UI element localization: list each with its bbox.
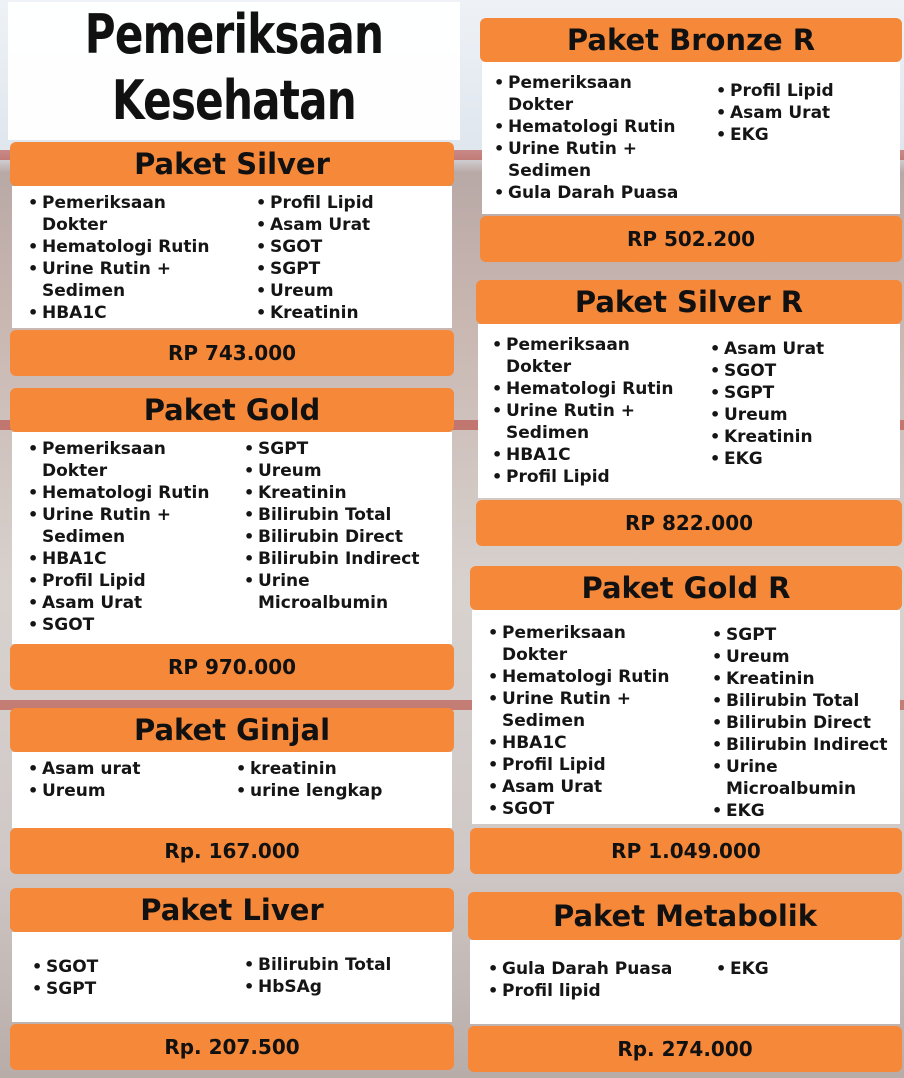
package-title: Paket Gold R: [470, 566, 902, 610]
test-item: • EKG: [710, 800, 887, 822]
test-item: • Kreatinin: [708, 426, 824, 448]
test-item: • Profil Lipid: [486, 754, 669, 776]
test-item: • HBA1C: [26, 302, 209, 324]
title-line-2: Kesehatan: [111, 69, 357, 132]
test-item: • Pemeriksaan Dokter: [492, 72, 678, 116]
price-bar: RP 743.000: [10, 330, 454, 376]
test-list-left: [26, 758, 140, 802]
price-bar: RP 502.200: [480, 216, 902, 262]
test-list-right: [254, 192, 374, 324]
test-item: • Profil Lipid: [714, 80, 834, 102]
test-item: • Hematologi Rutin: [26, 482, 209, 504]
test-item: • EKG: [708, 448, 824, 470]
test-item: • SGOT: [486, 798, 669, 820]
test-item: • Hematologi Rutin: [26, 236, 209, 258]
test-item: • Pemeriksaan Dokter: [26, 192, 209, 236]
test-item: • Bilirubin Total: [710, 690, 887, 712]
test-item: • SGPT: [30, 978, 98, 1000]
test-item: • SGOT: [26, 614, 209, 636]
test-item: • Urine Rutin + Sedimen: [26, 504, 209, 548]
test-list-right: [234, 758, 382, 802]
price-bar: Rp. 167.000: [10, 828, 454, 874]
test-list-left: [26, 192, 209, 324]
package-bronze-r: [480, 18, 902, 262]
test-item: • SGPT: [710, 624, 887, 646]
test-list-left: [26, 438, 209, 636]
test-item: • Ureum: [26, 780, 140, 802]
test-item: • Pemeriksaan Dokter: [26, 438, 209, 482]
test-list-left: [486, 958, 672, 1002]
test-item: • HBA1C: [490, 444, 673, 466]
test-item: • SGOT: [708, 360, 824, 382]
test-item: • Urine Microalbumin: [710, 756, 887, 800]
package-ginjal: [10, 708, 454, 876]
test-item: • Bilirubin Indirect: [710, 734, 887, 756]
test-item: • Asam Urat: [26, 592, 209, 614]
test-item: • Pemeriksaan Dokter: [490, 334, 673, 378]
package-title: Paket Liver: [10, 888, 454, 932]
test-item: • SGPT: [242, 438, 419, 460]
test-item: • Asam urat: [26, 758, 140, 780]
test-item: • kreatinin: [234, 758, 382, 780]
test-item: • Profil Lipid: [254, 192, 374, 214]
test-item: • SGPT: [254, 258, 374, 280]
test-item: • Gula Darah Puasa: [492, 182, 678, 204]
test-item: • Bilirubin Total: [242, 504, 419, 526]
price-bar: RP 822.000: [476, 500, 902, 546]
test-list-left: [30, 956, 98, 1000]
test-item: • EKG: [714, 958, 769, 980]
page-title: [8, 2, 460, 140]
package-silver-r: [476, 280, 902, 546]
test-item: • SGOT: [254, 236, 374, 258]
test-item: • EKG: [714, 124, 834, 146]
test-item: • Gula Darah Puasa: [486, 958, 672, 980]
test-item: • Kreatinin: [242, 482, 419, 504]
test-item: • HbSAg: [242, 976, 391, 998]
title-line-1: Pemeriksaan: [84, 3, 384, 66]
test-item: • Bilirubin Direct: [242, 526, 419, 548]
package-gold: [10, 388, 454, 692]
test-item: • Kreatinin: [710, 668, 887, 690]
test-list-right: [242, 954, 391, 998]
test-item: • Urine Rutin + Sedimen: [486, 688, 669, 732]
test-list-left: [492, 72, 678, 204]
test-item: • Hematologi Rutin: [486, 666, 669, 688]
test-item: • Ureum: [710, 646, 887, 668]
test-list-right: [714, 958, 769, 980]
test-item: • Urine Rutin + Sedimen: [490, 400, 673, 444]
test-item: • Pemeriksaan Dokter: [486, 622, 669, 666]
test-item: • Kreatinin: [254, 302, 374, 324]
test-item: • Asam Urat: [714, 102, 834, 124]
price-bar: Rp. 207.500: [10, 1024, 454, 1070]
test-item: • Urine Rutin + Sedimen: [492, 138, 678, 182]
test-item: • Asam Urat: [708, 338, 824, 360]
test-item: • Ureum: [254, 280, 374, 302]
package-title: Paket Silver R: [476, 280, 902, 324]
test-item: • Hematologi Rutin: [492, 116, 678, 138]
test-item: • Urine Rutin + Sedimen: [26, 258, 209, 302]
package-title: Paket Bronze R: [480, 18, 902, 62]
price-bar: RP 970.000: [10, 644, 454, 690]
test-item: • Profil Lipid: [26, 570, 209, 592]
package-title: Paket Silver: [10, 142, 454, 186]
test-item: • Ureum: [708, 404, 824, 426]
test-list-left: [486, 622, 669, 820]
package-metabolik: [468, 892, 902, 1072]
test-item: • Bilirubin Direct: [710, 712, 887, 734]
test-item: • Bilirubin Total: [242, 954, 391, 976]
test-list-right: [710, 624, 887, 822]
test-list-right: [714, 80, 834, 146]
package-liver: [10, 888, 454, 1072]
package-gold-r: [470, 566, 902, 876]
test-item: • Ureum: [242, 460, 419, 482]
test-item: • SGPT: [708, 382, 824, 404]
test-list-right: [242, 438, 419, 614]
test-item: • HBA1C: [486, 732, 669, 754]
test-item: • Bilirubin Indirect: [242, 548, 419, 570]
test-item: • Profil Lipid: [490, 466, 673, 488]
test-item: • HBA1C: [26, 548, 209, 570]
test-item: • SGOT: [30, 956, 98, 978]
package-title: Paket Ginjal: [10, 708, 454, 752]
price-bar: RP 1.049.000: [470, 828, 902, 874]
package-title: Paket Gold: [10, 388, 454, 432]
test-item: • Urine Microalbumin: [242, 570, 419, 614]
test-item: • urine lengkap: [234, 780, 382, 802]
package-silver: [10, 142, 454, 378]
test-item: • Profil lipid: [486, 980, 672, 1002]
test-list-left: [490, 334, 673, 488]
package-title: Paket Metabolik: [468, 892, 902, 940]
test-item: • Asam Urat: [254, 214, 374, 236]
test-item: • Hematologi Rutin: [490, 378, 673, 400]
price-bar: Rp. 274.000: [468, 1026, 902, 1072]
test-list-right: [708, 338, 824, 470]
test-item: • Asam Urat: [486, 776, 669, 798]
